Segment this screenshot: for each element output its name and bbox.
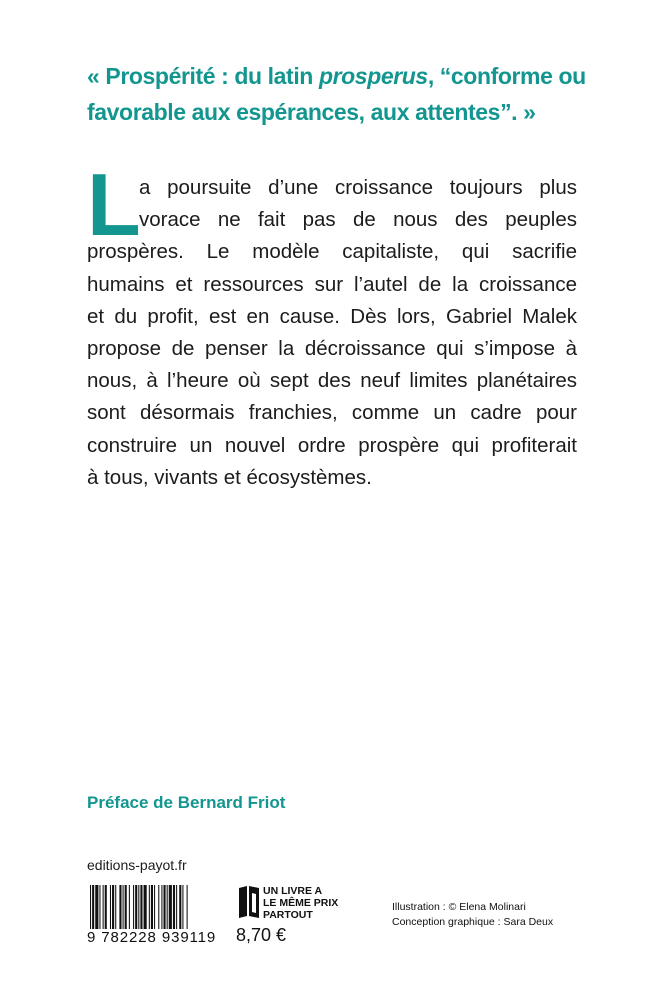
illustration-credit: Illustration : © Elena Molinari	[392, 901, 526, 913]
cover-credits	[392, 900, 553, 930]
blurb-line: propose de penser la décroissance qui s’impose à	[87, 337, 577, 361]
blurb-line: sont désormais franchies, comme un cadre pour	[87, 401, 577, 425]
blurb-line: vorace ne fait pas de nous des peuples	[139, 208, 577, 232]
quote-line-1: « Prospérité : du latin prosperus, “conforme ou	[87, 63, 586, 89]
blurb-line: prospères. Le modèle capitaliste, qui sacrifie	[87, 240, 577, 264]
blurb-paragraph	[87, 172, 577, 494]
isbn-number: 9 782228 939119	[87, 929, 229, 946]
livre-prix-unique-badge: UN LIVRE A LE MÊME PRIX PARTOUT	[263, 885, 339, 921]
blurb-line: construire un nouvel ordre prospère qui profiterait	[87, 433, 577, 457]
blurb-line: et du profit, est en cause. Dès lors, Gabriel Malek	[87, 304, 577, 328]
publisher-website[interactable]: editions-payot.fr	[87, 857, 187, 873]
quote-italic-word: prosperus	[318, 63, 428, 89]
drop-cap: L	[87, 155, 141, 254]
barcode-bars	[87, 885, 229, 931]
price-label: 8,70 €	[236, 925, 287, 945]
epigraph-quote	[87, 58, 587, 130]
blurb-line: nous, à l’heure où sept des neuf limites planétaires	[87, 369, 577, 393]
preface-credit: Préface de Bernard Friot	[87, 793, 286, 812]
design-credit: Conception graphique : Sara Deux	[392, 916, 554, 928]
quote-line-2: favorable aux espérances, aux attentes”. »	[87, 99, 536, 125]
blurb-line: a poursuite d’une croissance toujours plus	[139, 176, 577, 199]
blurb-line: à tous, vivants et écosystèmes.	[87, 465, 372, 489]
livre-prix-unique-icon	[238, 885, 260, 924]
blurb-line: humains et ressources sur l’autel de la croissance	[87, 272, 577, 296]
